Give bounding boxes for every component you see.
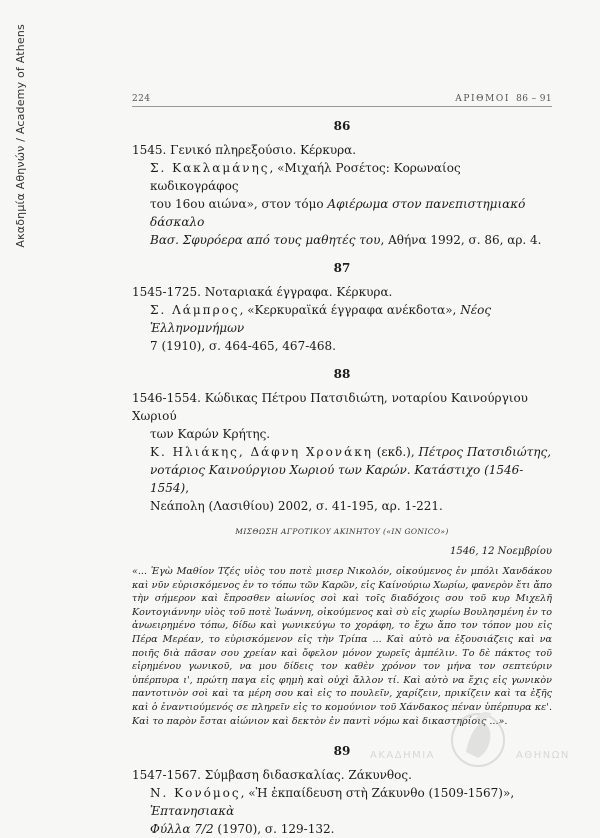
entry-88 bbox=[132, 389, 552, 728]
author-name: Ν. Κονόμος bbox=[150, 786, 241, 801]
entry-87 bbox=[132, 283, 552, 355]
ref-title: Φύλλα 7/2 bbox=[150, 822, 214, 837]
document-quote: «... Ἐγὼ Μαθίον Τζές υἱὸς του ποτὲ μισερ Νικολόν, οἰκούμενος ἐν μπόλι Χανδάκου καὶ νῦν εὐρισκόμενος ἐν το τόπω τῶν Καρῶν, εἰς Καίνούριω Χωρίω, φανερὸν ἔτι ἄπο τὴν σήμερον καὶ ἔπροσθεν αἰωνίος σοὶ καὶ τοῖς διαδόχοις σου τοῦ κυρ Μιχελῆ Κοντογιάννην υἱὸς τοῦ ποτὲ Ἰωάννη, οἰκούμενος καὶ σὺ εἰς χωρίω Βουλησμένη ἐν το ἀνωειρημένο τόπω, δίδω καὶ γωνικεύγω το χοράφη, το ἔχω ἄπο τον τόπον μου εἰς Πέρα Μερέαν, το εὑρισκόμενον εἰς τὴν Τρίπα ... Καὶ αὐτὸ να ἐξουσιάζεις καὶ να ποιῆς διὰ πᾶσαν σου χρείαν καὶ ὄφελον μόνον χωρεῖς ἀμπέλιν. Το δὲ πάκτος τοῦ εἰρημένου γωνικοῦ, να μου δίδεις τον καθὲν χρόνον τον μήνα τον σεπτεύριν ὑπέρπυρα ι', πρώτη παγα εἰς φημὴ καὶ οὐχὶ ἄλλον τί. Καὶ αὐτὸ να ἔχις εἰς γωνικὸν παντοτινὸν σοὶ καὶ τα μέρη σου καὶ εἰς το πουλεῖν, χαρίζειν, πρικίζειν καὶ τα ἑξῆς καὶ ὁ ἐναντιούμενός σε πληρεῖν εἰς το κομούνιον τοῦ Χάνδακος πέναν ὑπέρπυρα κε'. Καὶ το παρὸν ἔσται αἰώνιον καὶ δεκτὸν ἐν παντὶ νόμω καὶ δικαστηρίοις ...». bbox=[132, 566, 552, 727]
running-title: ΑΡΙΘΜΟΙ bbox=[455, 94, 511, 104]
ref-title: Νέος Ἑλληνομνήμων bbox=[150, 303, 492, 335]
section-number: 88 bbox=[333, 367, 351, 381]
ref-title: Βασ. Σφυρόερα από τους μαθητές του bbox=[150, 233, 381, 247]
ref-title: Πέτρος Πατσιδιώτης, bbox=[418, 445, 552, 459]
watermark-text-right: ΑΘΗΝΩΝ bbox=[516, 750, 570, 761]
entry-heading: 1545-1725. Νοταριακά έγγραφα. Κέρκυρα. bbox=[132, 285, 393, 299]
ref-text: , Αθήνα 1992, σ. 86, αρ. 4. bbox=[380, 233, 542, 247]
ref-text: (1970), σ. 129-132. bbox=[213, 822, 335, 837]
author-name: Κ. Ηλιάκης, Δάφνη Χρονάκη bbox=[150, 445, 373, 459]
entry-reference bbox=[132, 301, 552, 355]
running-header bbox=[132, 94, 552, 107]
author-name: Σ. Κακλαμάνης bbox=[150, 161, 270, 175]
ref-text: Νεάπολη (Λασιθίου) 2002, σ. 41-195, αρ. 1-221. bbox=[150, 499, 443, 513]
entry-heading: 1545. Γενικό πληρεξούσιο. Κέρκυρα. bbox=[132, 143, 357, 157]
entry-heading-cont: των Καρών Κρήτης. bbox=[150, 427, 271, 441]
running-range: 86 – 91 bbox=[516, 94, 552, 104]
document-date: 1546, 12 Νοεμβρίου bbox=[449, 546, 552, 557]
ref-text: , «Ἡ ἐκπαίδευση στὴ Ζάκυνθο (1509-1567)», bbox=[240, 786, 515, 801]
entry-reference: Σ. Κακλαμάνης, «Μιχαήλ Ροσέτος: Κορωναίος κωδικογράφος του 16ου αιώνα», στον τόμο Αφιέρωμα στον πανεπιστημιακό δάσκαλο Βασ. Σφυρόερα από τους μαθητές του, Αθήνα 1992, σ. 86, αρ. 4. bbox=[150, 161, 542, 247]
section-number: 89 bbox=[333, 744, 351, 759]
ref-text: «Μιχαήλ Ροσέτος: Κορωναίος κωδικογράφος bbox=[150, 161, 461, 193]
section-number: 87 bbox=[333, 261, 351, 275]
document-title: ΜΙΣΘΩΣΗ ΑΓΡΟΤΙΚΟΥ ΑΚΙΝΗΤΟΥ («IN GONICO») bbox=[235, 527, 449, 536]
ref-text: , bbox=[185, 481, 190, 495]
author-name: Σ. Λάμπρος bbox=[150, 303, 240, 317]
ref-title: Αφιέρωμα στον πανεπιστημιακό δάσκαλο bbox=[150, 197, 526, 229]
athena-emblem-icon bbox=[448, 700, 508, 790]
entry-heading: 1547-1567. Σύμβαση διδασκαλίας. Ζάκυνθος. bbox=[132, 768, 412, 783]
ref-title: νοτάριος Καινούργιου Χωριού των Καρών. Κατάστιχο (1546-1554) bbox=[150, 463, 524, 495]
watermark-text-left: ΑΚΑΔΗΜΙΑ bbox=[370, 750, 436, 761]
academy-watermark-logo bbox=[370, 700, 580, 800]
entry-heading: 1546-1554. Κώδικας Πέτρου Πατσιδιώτη, νοταρίου Καινούργιου Χωριού bbox=[132, 391, 528, 423]
side-label: Ακαδημία Αθηνών / Academy of Athens bbox=[14, 24, 27, 248]
entry-86 bbox=[132, 141, 552, 249]
section-number: 86 bbox=[333, 119, 351, 133]
ref-text: , «Κερκυραϊκά έγγραφα ανέκδοτα», bbox=[239, 303, 461, 317]
page-number: 224 bbox=[132, 94, 151, 104]
ref-text: του 16ου αιώνα», στον τόμο bbox=[150, 197, 328, 211]
ref-text: 7 (1910), σ. 464-465, 467-468. bbox=[150, 339, 336, 353]
running-title-group bbox=[455, 94, 552, 104]
entry-reference bbox=[132, 443, 552, 515]
ref-text: (εκδ.), bbox=[372, 445, 419, 459]
ref-title: Ἑπτανησιακὰ bbox=[150, 804, 235, 819]
